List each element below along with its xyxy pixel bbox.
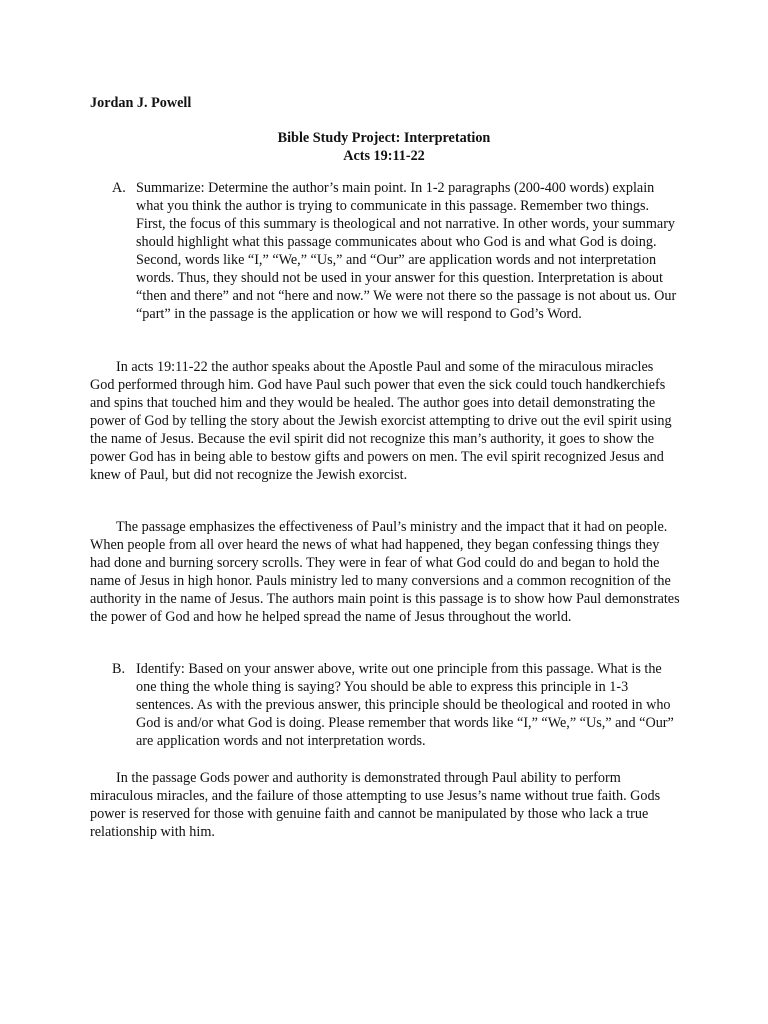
answer-b-paragraph: In the passage Gods power and authority is demonstrated through Paul ability to perform miraculous miracles, and the failure of those attempting to use Jesus’s name without true faith. Gods power is reserved for those with genuine faith and cannot be manipulated by those who lack a true relationship with him. [90, 770, 661, 840]
section-b-marker: B. [112, 661, 126, 677]
section-a-text: Summarize: Determine the author’s main point. In 1-2 paragraphs (200-400 words) explain what you think the author is trying to communicate in this passage. Remember two things. First, the focus of this summary is theological and not narrative. In other words, your summary should highlight what this passage communicates about who God is and what God is doing. Second, words like “I,” “We,” “Us,” and “Our” are application words and not interpretation words. Thus, they should not be used in your answer for this question. Interpretation is about “then and there” and not “here and now.” We were not there so the passage is not about us. Our “part” in the passage is the application or how we will respond to God’s Word. [136, 180, 677, 322]
section-a-prompt [112, 179, 678, 323]
answer-a-paragraph-1: In acts 19:11-22 the author speaks about the Apostle Paul and some of the miraculous miracles God performed through him. God have Paul such power that even the sick could touch handkerchiefs and spins that touched him and they would be healed. The author goes into detail demonstrating the power of God by telling the story about the Jewish exorcist attempting to drive out the evil spirit using the name of Jesus. Because the evil spirit did not recognize this man’s authority, it goes to show the power God has in being able to bestow gifts and powers on men. The evil spirit recognized Jesus and knew of Paul, but did not recognize the Jewish exorcist. [90, 359, 672, 483]
section-a-marker: A. [112, 180, 126, 196]
document-subtitle: Acts 19:11-22 [343, 148, 425, 164]
document-title: Bible Study Project: Interpretation [277, 130, 491, 146]
answer-a-paragraph-2: The passage emphasizes the effectiveness of Paul’s ministry and the impact that it had on people. When people from all over heard the news of what had happened, they began confessing things they had done and burning sorcery scrolls. They were in fear of what God could do and began to hold the name of Jesus in high honor. Pauls ministry led to many conversions and a common recognition of the authority in the name of Jesus. The authors main point is this passage is to show how Paul demonstrates the power of God and how he helped spread the name of Jesus throughout the world. [90, 519, 680, 625]
author-name: Jordan J. Powell [90, 95, 192, 111]
section-b-prompt [112, 660, 678, 750]
title-block [0, 129, 768, 165]
section-b-text: Identify: Based on your answer above, write out one principle from this passage. What is the one thing the whole thing is saying? You should be able to express this principle in 1-3 sentences. As with the previous answer, this principle should be theological and rooted in who God is and/or what God is doing. Please remember that words like “I,” “We,” “Us,” and “Our” are application words and not interpretation words. [136, 661, 674, 749]
